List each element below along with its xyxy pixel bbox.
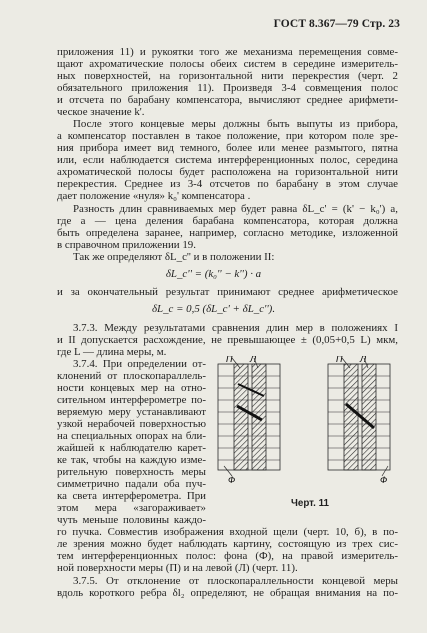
label-L-right: Л [360,356,367,364]
text-line: го пучка. Совместив изображения входной щели (черт. 10, б), в по- [57,526,398,538]
text-line: сительном интерферометре по- [57,394,206,406]
formula-1: δL_c'' = (k₀'' − k'') · a [165,268,262,280]
text-line: ческое значение k'. [57,106,145,118]
text-line: ахроматической полосы будет расположена на горизонтальной нити [57,166,398,178]
figure-panel-right [328,364,390,470]
label-P-left: П [226,356,233,364]
text-line: Разность длин сравниваемых мер будет равна δL_c' = (k' − k₀') a, [73,203,398,215]
text-line: быть определена заранее, например, согласно методике, изложенной [57,227,398,239]
text-line: дает положение «нуля» k₀' компенсатора . [57,190,251,202]
text-line: ных поверхностей, на горизонтальной нити перекрестия (черт. 2 [57,70,398,82]
text-line: и отсчета по барабану компенсатора, вычисляют среднее арифмети- [57,94,398,106]
text-line: симметрично падали оба пуч- [57,478,206,490]
text-line: Так же определяют δL_c'' и в положении II: [73,251,275,263]
text-line: вдоль короткого ребра δl₂ определяют, не обращая внимания на по- [57,587,398,599]
text-line: ной поверхности меры (П) и на левой (Л) (черт. 11). [57,562,298,574]
text-line: и II допускается расхождение, не превышающее ± (0,05+0,5 L) мкм, [57,334,398,346]
text-line: ке так, чтобы на каждую изме- [57,454,206,466]
text-line: обязательного приложения 11). Произведя 3-4 совмещения полос [57,82,398,94]
text-line: на специальных опорах на бли- [57,430,206,442]
text-line: 3.7.3. Между результатами сравнения длин мер в положениях I [73,322,398,334]
text-line: узкой нерабочей поверхностью [57,418,206,430]
text-line: и за окончательный результат принимают среднее арифметическое [57,286,398,298]
text-line: тем интерференционных полос: фона (Ф), на правой измеритель- [57,550,398,562]
text-line: чуть меньше половины каждо- [57,514,206,526]
text-line: клонений от плоскопараллель- [57,370,206,382]
text-line: жайшей к наблюдателю карет- [57,442,206,454]
text-line: а компенсатор поставлен в такое положение, при котором поле зре- [57,130,398,142]
text-line: ка света интерферометра. При [57,490,206,502]
text-line: веряемую меру устанавливают [57,406,206,418]
text-line: где L — длина меры, м. [57,346,167,358]
text-line: где a — цена деления барабана компенсатора, которая должна [57,215,398,227]
label-F-right: Ф [380,475,388,484]
text-line: ния прибора имеет вид темного, более или менее размытого, пятна [57,142,398,154]
label-P-right: П [336,356,343,364]
text-line: в справочном приложении 19. [57,239,196,251]
label-F-left: Ф [228,475,236,484]
text-line: рительную поверхность меры [57,466,206,478]
text-line: После этого концевые меры должны быть выпуты из прибора, [73,118,398,130]
figure-panel-left [218,364,280,470]
page-header: ГОСТ 8.367—79 Стр. 23 [273,18,400,30]
text-line: перекрестия. Среднее из 3-4 отсчетов по барабану в этом случае [57,178,398,190]
formula-2: δL_c = 0,5 (δL_c' + δL_c''). [151,303,276,315]
text-line: этом мера «загораживает» [57,502,206,514]
text-line: щают ахроматические полосы обеих систем в середине измеритель- [57,58,398,70]
interference-figure [212,356,412,484]
text-line: приложения 11) и рукоятки того же механизма перемещения совме- [57,46,398,58]
figure-caption: Черт. 11 [291,498,329,509]
text-line: 3.7.5. От отклонение от плоскопараллельности концевой меры [73,575,398,587]
text-line: 3.7.4. При определении от- [73,358,206,370]
text-line: или, если наблюдается система интерференционных полос, середина [57,154,398,166]
text-line: ности концевых мер на отно- [57,382,206,394]
label-L-left: Л [250,356,257,364]
text-line: ле зрения можно будет наблюдать картину, состоящую из трех сис- [57,538,398,550]
